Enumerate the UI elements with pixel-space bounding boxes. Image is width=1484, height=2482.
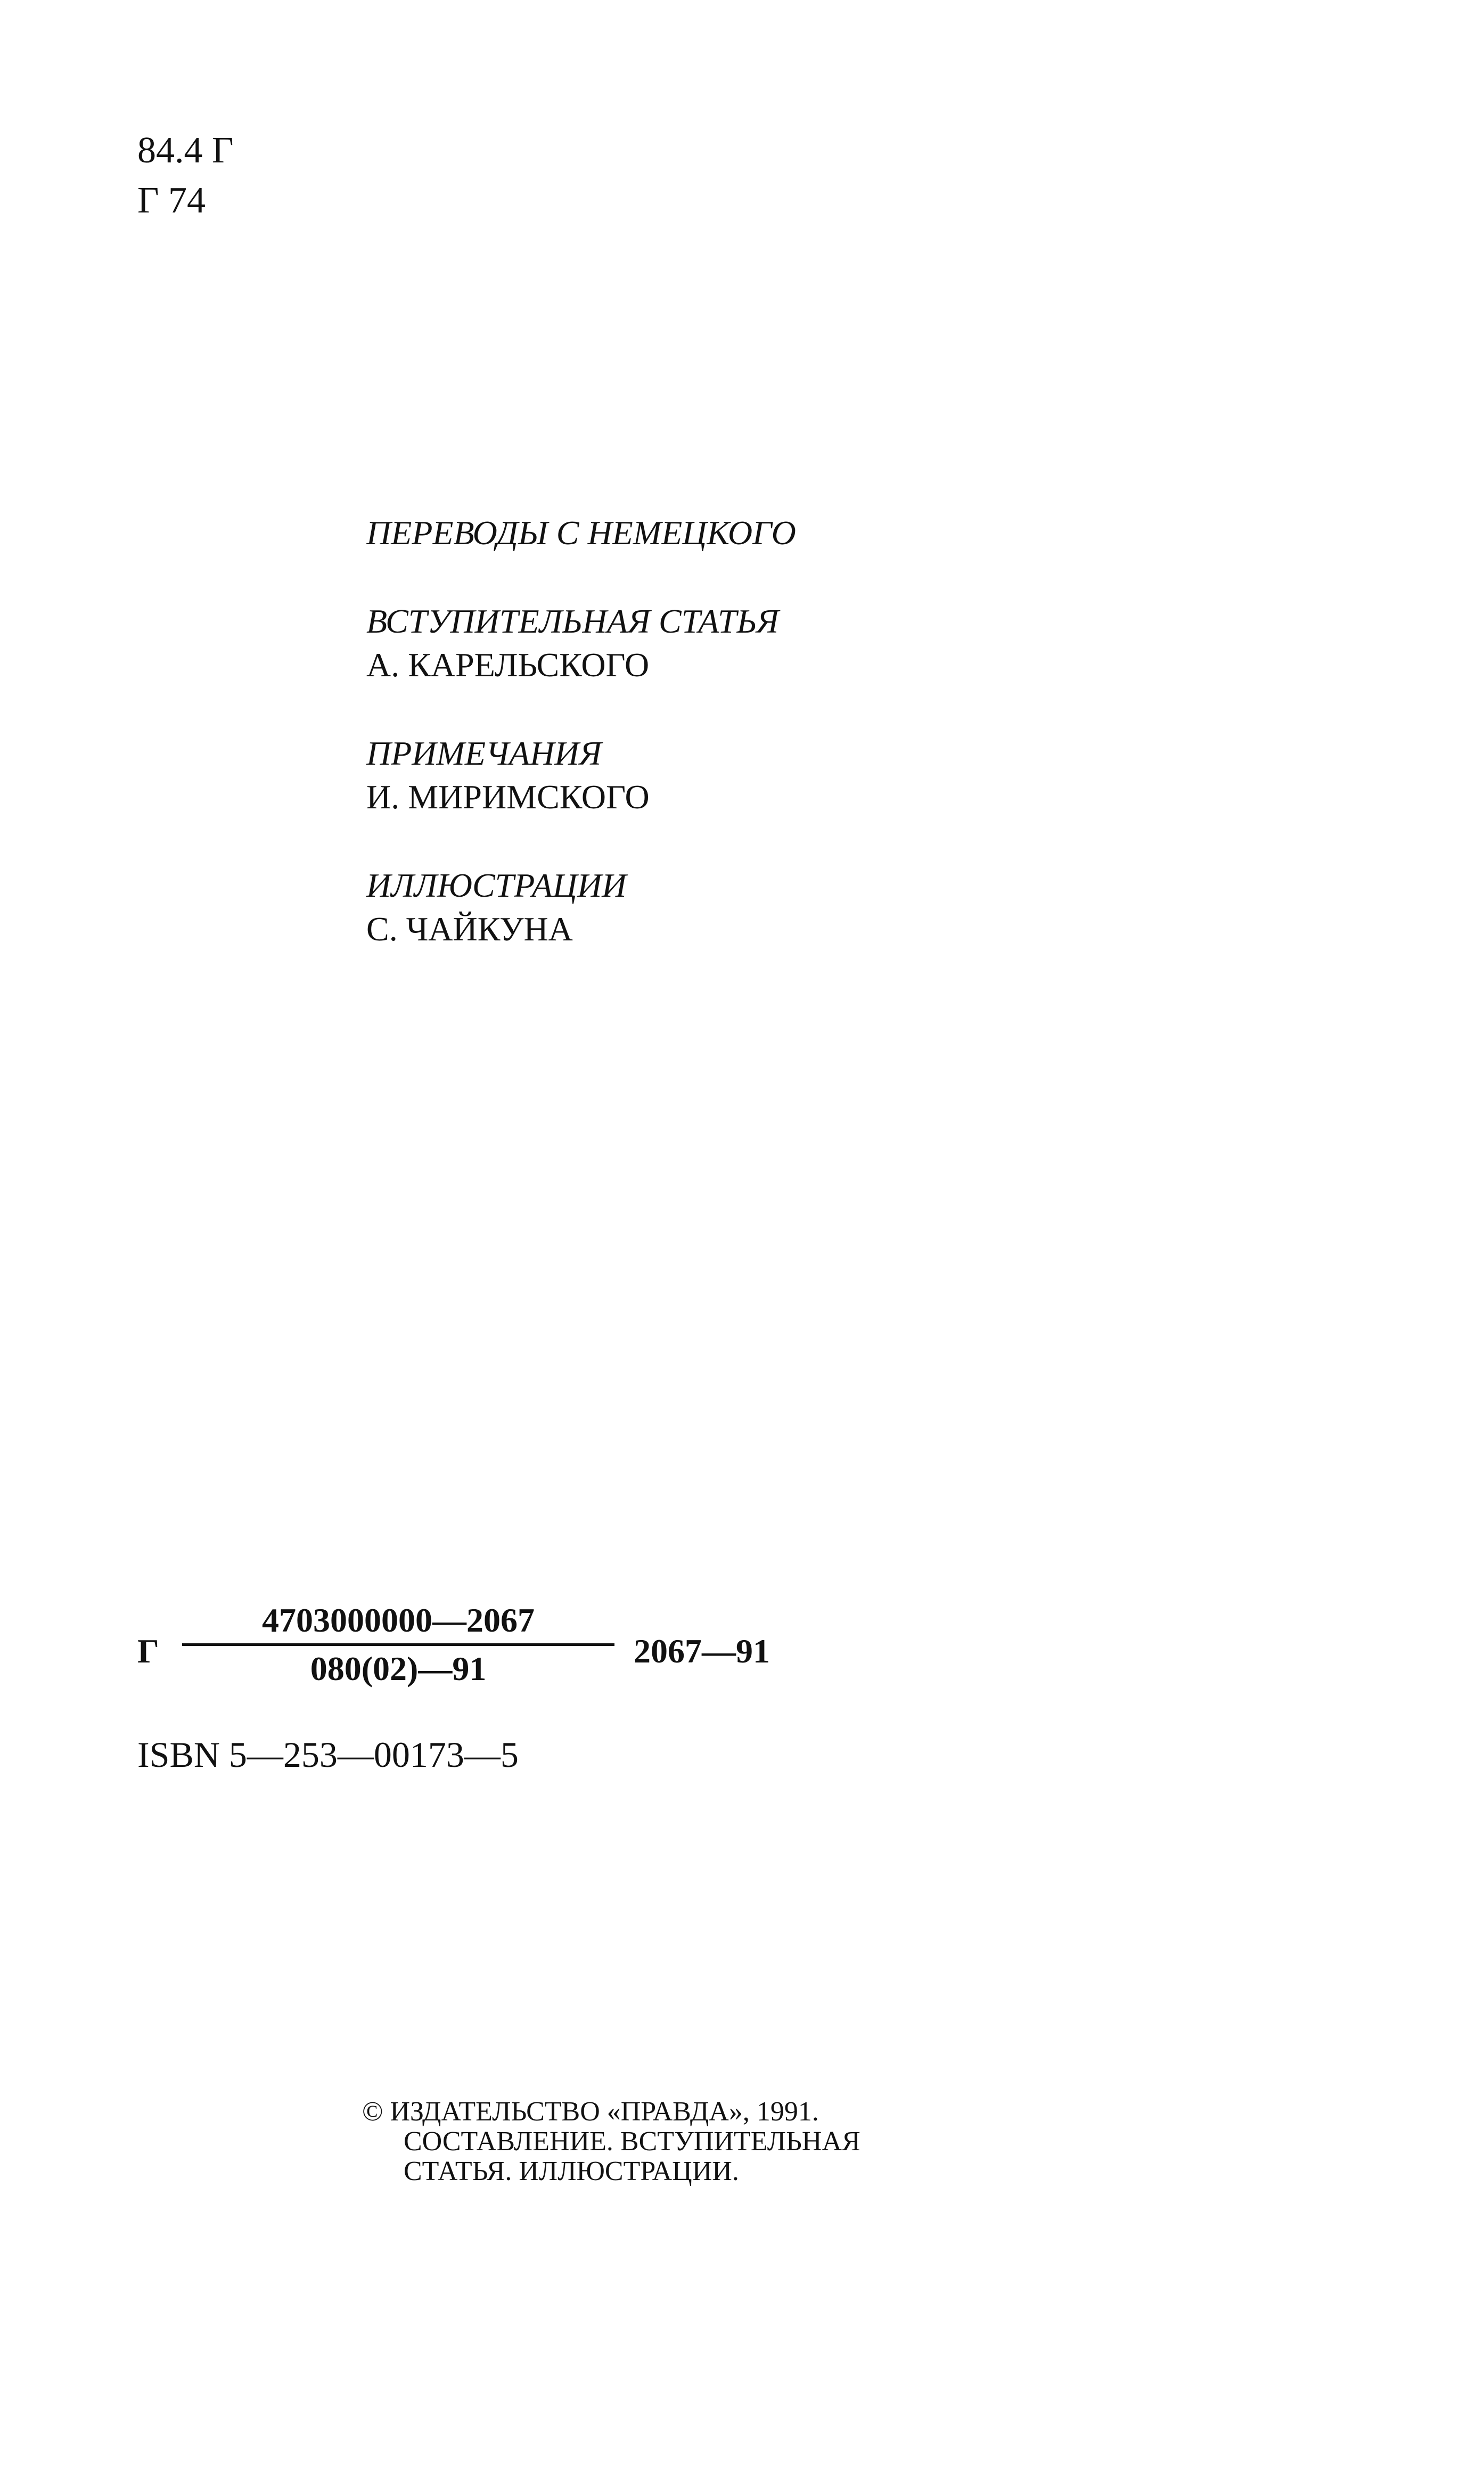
credit-role: ВСТУПИТЕЛЬНАЯ СТАТЬЯ bbox=[366, 602, 779, 640]
isbn: ISBN 5—253—00173—5 bbox=[137, 1734, 519, 1775]
formula-denominator: 080(02)—91 bbox=[310, 1650, 487, 1688]
formula-fraction bbox=[180, 1598, 617, 1692]
bbk-code: 84.4 Г bbox=[137, 130, 234, 171]
author-mark: Г 74 bbox=[137, 180, 206, 221]
credit-illustrations bbox=[366, 864, 796, 951]
copyright-line: СОСТАВЛЕНИЕ. ВСТУПИТЕЛЬНАЯ bbox=[404, 2126, 860, 2157]
formula-trailing: 2067—91 bbox=[634, 1632, 770, 1670]
classification-code bbox=[137, 126, 233, 226]
credit-translations bbox=[366, 511, 796, 555]
credit-role: ПРИМЕЧАНИЯ bbox=[366, 734, 602, 772]
credit-role: ИЛЛЮСТРАЦИИ bbox=[366, 866, 627, 904]
credit-person: А. КАРЕЛЬСКОГО bbox=[366, 646, 650, 684]
credit-introduction bbox=[366, 600, 796, 687]
credits-block bbox=[366, 511, 796, 996]
copyright-line: © ИЗДАТЕЛЬСТВО «ПРАВДА», 1991. bbox=[362, 2096, 819, 2127]
credit-role: ПЕРЕВОДЫ С НЕМЕЦКОГО bbox=[366, 514, 796, 552]
formula-letter: Г bbox=[137, 1632, 159, 1670]
copyright-line: СТАТЬЯ. ИЛЛЮСТРАЦИИ. bbox=[404, 2156, 739, 2186]
credit-person: И. МИРИМСКОГО bbox=[366, 778, 650, 816]
credit-person: С. ЧАЙКУНА bbox=[366, 910, 573, 948]
credit-notes bbox=[366, 732, 796, 819]
formula-numerator: 4703000000—2067 bbox=[262, 1601, 535, 1639]
copyright-notice bbox=[362, 2097, 860, 2186]
